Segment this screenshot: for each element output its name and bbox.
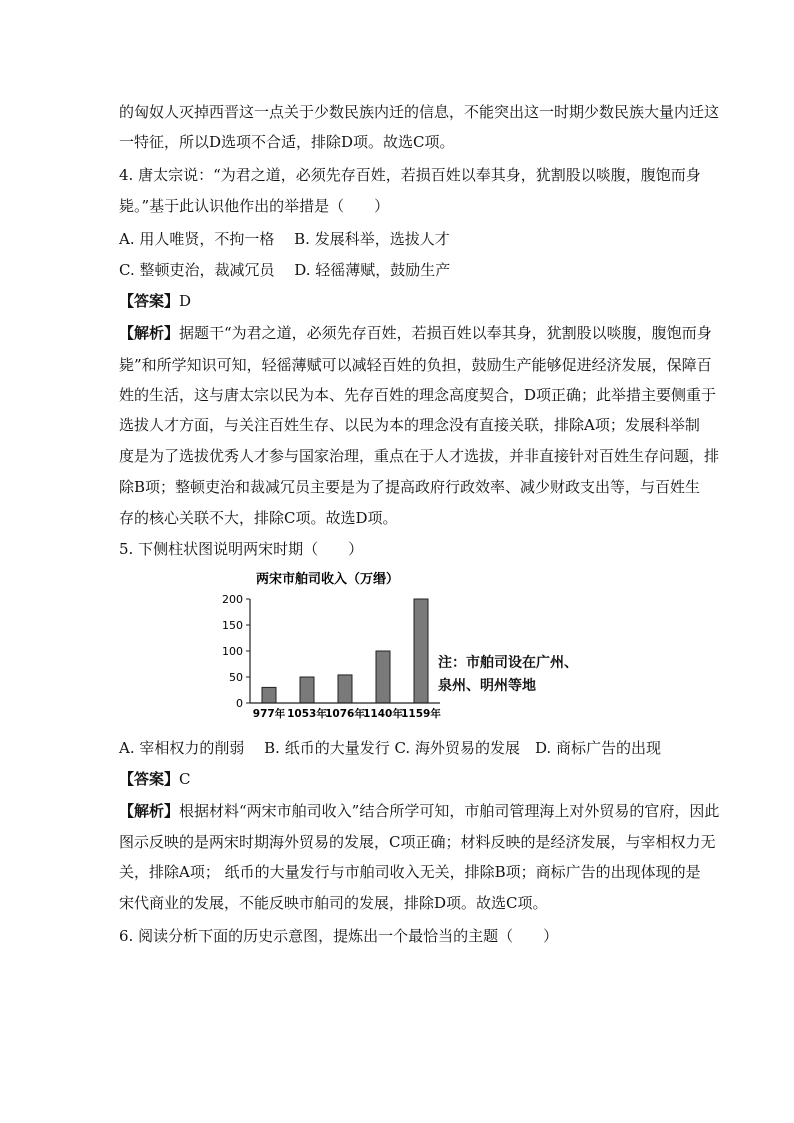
x-tick-label: 1140年 — [363, 708, 403, 720]
x-tick-label: 1076年 — [325, 708, 365, 720]
analysis-line: 选拔人才方面，与关注百姓生存、以民为本的理念没有直接关联，排除A项；发展科举制 — [119, 416, 700, 434]
analysis-text: 根据材料“两宋市舶司收入”结合所学可知，市舶司管理海上对外贸易的官府，因此 — [179, 802, 720, 820]
question-4-options-ab: A. 用人唯贤，不拘一格 B. 发展科举，选拔人才 — [119, 230, 450, 248]
chart-note-line1: 注：市舶司设在广州、 — [438, 655, 578, 671]
analysis-line: 图示反映的是两宋时期海外贸易的发展，C项正确；材料反映的是经济发展，与宰相权力无 — [119, 833, 716, 851]
question-5-options: A. 宰相权力的削弱 B. 纸币的大量发行 C. 海外贸易的发展 D. 商标广告的出现 — [119, 739, 661, 757]
chart-bar — [338, 675, 352, 703]
text-line: 的匈奴人灭掉西晋这一点关于少数民族内迁的信息，不能突出这一时期少数民族大量内迁这 — [119, 103, 720, 121]
analysis-tag: 【解析】 — [119, 802, 180, 820]
chart-bar — [414, 599, 428, 703]
chart-title: 两宋市舶司收入（万缗） — [256, 572, 400, 587]
question-5-stem: 5. 下侧柱状图说明两宋时期（ ） — [119, 540, 364, 558]
analysis-line: 存的核心关联不大，排除C项。故选D项。 — [119, 509, 398, 527]
analysis-line: 姓的生活，这与唐太宗以民为本、先存百姓的理念高度契合，D项正确；此举措主要侧重于 — [119, 386, 717, 404]
answer-tag: 【答案】 — [119, 292, 180, 310]
revenue-bar-chart — [212, 566, 442, 726]
analysis-line: 关，排除A项； 纸币的大量发行与市舶司收入无关，排除B项；商标广告的出现体现的是 — [119, 863, 701, 881]
question-4-stem-cont: 毙。”基于此认识他作出的举措是（ ） — [119, 197, 390, 215]
question-4-options-cd: C. 整顿吏治，裁减冗员 D. 轻徭薄赋，鼓励生产 — [119, 261, 451, 279]
chart-bar — [262, 687, 276, 703]
x-tick-label: 1053年 — [287, 708, 327, 720]
answer-tag: 【答案】 — [119, 770, 180, 788]
analysis-line: 宋代商业的发展，不能反映市舶司的发展，排除D项。故选C项。 — [119, 894, 548, 912]
x-tick-label: 1159年 — [401, 708, 441, 720]
question-5-analysis — [119, 800, 719, 822]
chart-bar — [376, 651, 390, 703]
question-6-stem: 6. 阅读分析下面的历史示意图，提炼出一个最恰当的主题（ ） — [119, 927, 559, 945]
chart-bar — [300, 677, 314, 703]
analysis-line: 毙”和所学知识可知，轻徭薄赋可以减轻百姓的负担，鼓励生产能够促进经济发展，保障百 — [119, 356, 712, 374]
analysis-tag: 【解析】 — [119, 324, 180, 342]
analysis-line: 除B项；整顿吏治和裁减冗员主要是为了提高政府行政效率、减少财政支出等，与百姓生 — [119, 478, 701, 496]
question-5-answer — [119, 768, 191, 790]
text-line: 一特征，所以D选项不合适，排除D项。故选C项。 — [119, 133, 455, 151]
y-tick-label: 0 — [236, 697, 243, 710]
y-tick-label: 150 — [222, 619, 243, 632]
analysis-line: 度是为了选拔优秀人才参与国家治理，重点在于人才选拔，并非直接针对百姓生存问题，排 — [119, 447, 720, 465]
y-tick-label: 200 — [222, 593, 243, 606]
y-tick-label: 100 — [222, 645, 243, 658]
question-4-stem: 4. 唐太宗说：“为君之道，必须先存百姓，若损百姓以奉其身，犹割股以啖腹，腹饱而身 — [119, 166, 701, 184]
question-4-answer — [119, 290, 191, 312]
x-tick-label: 977年 — [252, 708, 286, 720]
analysis-text: 据题干“为君之道，必须先存百姓，若损百姓以奉其身，犹割股以啖腹，腹饱而身 — [179, 324, 712, 342]
chart-note-line2: 泉州、明州等地 — [438, 678, 536, 694]
answer-value: D — [179, 292, 192, 310]
question-4-analysis — [119, 322, 712, 344]
y-tick-label: 50 — [229, 671, 243, 684]
answer-value: C — [179, 770, 191, 788]
